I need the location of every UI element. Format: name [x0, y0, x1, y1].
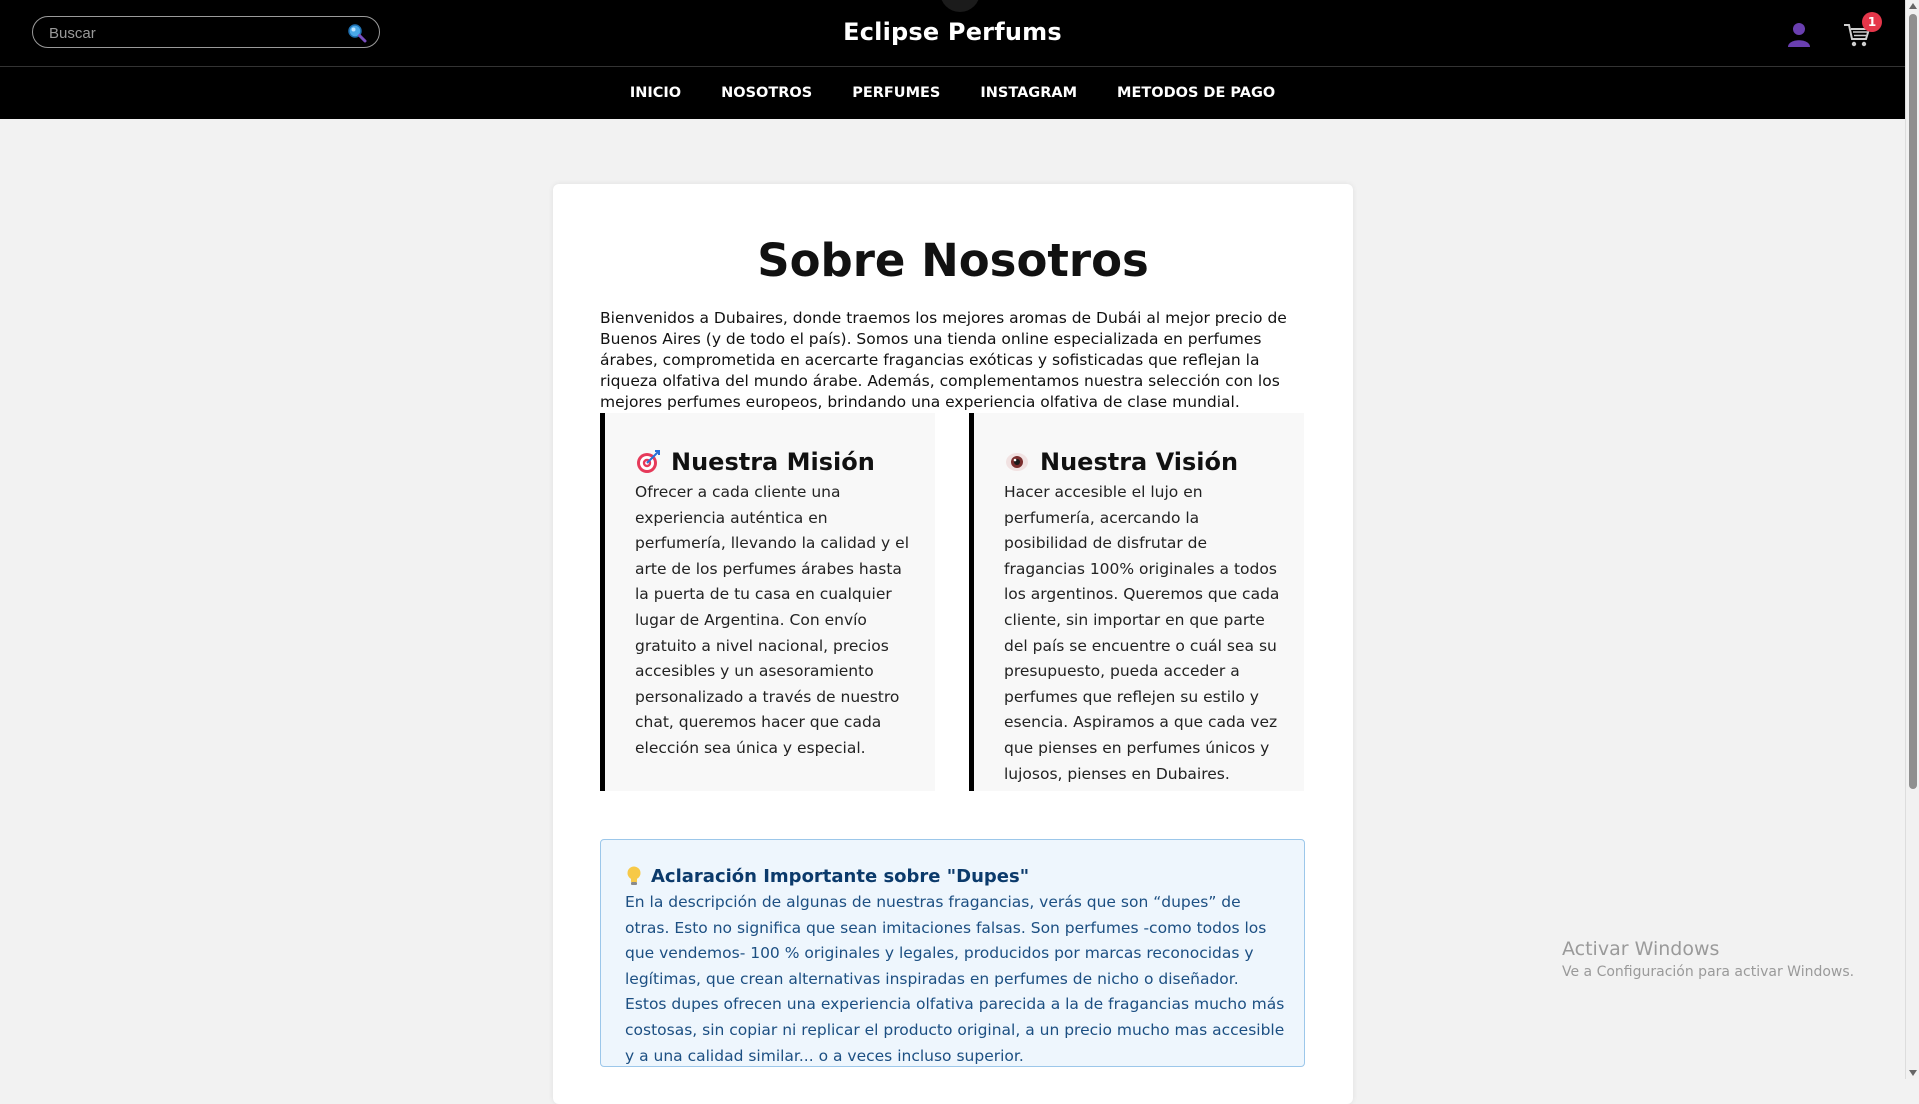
top-header	[0, 0, 1905, 67]
note-heading	[625, 865, 1029, 887]
page-scrollbar[interactable]	[1905, 0, 1919, 1079]
lightbulb-icon	[625, 865, 643, 887]
vision-text: Hacer accesible el lujo en perfumería, acercando la posibilidad de disfrutar de fragancias 100% originales a todos los argentinos. Queremos que cada cliente, sin importar en que parte del país se encuentre o cuál sea su presupuesto, pueda acceder a perfumes que reflejen su estilo y esencia. Aspiramos a que cada vez que pienses en perfumes únicos y lujosos, pienses en Dubaires.	[1004, 483, 1280, 783]
nav-item-metodos-de-pago[interactable]: METODOS DE PAGO	[1117, 85, 1276, 101]
about-card	[553, 184, 1353, 1104]
watermark-line-2: Ve a Configuración para activar Windows.	[1562, 964, 1855, 980]
close-tab[interactable]	[940, 0, 980, 12]
mision-text: Ofrecer a cada cliente una experiencia auténtica en perfumería, llevando la calidad y el arte de los perfumes árabes hasta la puerta de tu casa en cualquier lugar de Argentina. Con envío gratuito a nivel nacional, precios accesibles y un asesoramiento personalizado a través de nuestro chat, queremos hacer que cada elección sea única y especial.	[635, 483, 909, 757]
main-nav	[0, 67, 1905, 119]
target-icon	[635, 449, 661, 475]
note-title: Aclaración Importante sobre "Dupes"	[651, 865, 1030, 887]
dupes-note	[600, 839, 1305, 1067]
note-text: En la descripción de algunas de nuestras fragancias, verás que son “dupes” de otras. Esto no significa que sean imitaciones falsas. Son perfumes -como todos los que vendemos- 100 % originales y legales, producidos por marcas reconocidas y legítimas, que crean alternativas inspiradas en perfumes de nicho o diseñador. Estos dupes ofrecen una experiencia olfativa parecida a la de fragancias mucho más costosas, sin copiar ni replicar el producto original, a un precio mucho mas accesible y a una calidad similar... o a veces incluso superior.	[625, 893, 1285, 1065]
nav-item-perfumes[interactable]: PERFUMES	[852, 85, 941, 101]
page-title: Sobre Nosotros	[757, 234, 1149, 287]
scroll-down-arrow[interactable]	[1909, 1070, 1917, 1076]
intro-text: Bienvenidos a Dubaires, donde traemos los mejores aromas de Dubái al mejor precio de Buenos Aires (y de todo el país). Somos una tienda online especializada en perfumes árabes, comprometida en acercarte fragancias exóticas y sofisticadas que reflejan la riqueza olfativa del mundo árabe. Además, complementamos nuestra selección con los mejores perfumes europeos, brindando una experiencia olfativa de clase mundial.	[600, 309, 1287, 411]
mision-box	[600, 413, 935, 791]
nav-item-nosotros[interactable]: NOSOTROS	[721, 85, 813, 101]
vision-box	[969, 413, 1304, 791]
cart-count-badge: 1	[1862, 12, 1882, 32]
eye-icon	[1004, 449, 1030, 475]
mision-heading	[635, 448, 875, 476]
nav-item-instagram[interactable]: INSTAGRAM	[980, 85, 1078, 101]
scroll-up-arrow[interactable]	[1909, 3, 1917, 9]
windows-activation-watermark	[1562, 938, 1854, 980]
watermark-line-1: Activar Windows	[1562, 938, 1720, 960]
scroll-thumb[interactable]	[1909, 14, 1917, 789]
nav-item-inicio[interactable]: INICIO	[629, 85, 682, 101]
brand-title[interactable]: Eclipse Perfums	[843, 18, 1062, 46]
user-icon[interactable]	[1785, 20, 1813, 48]
vision-title: Nuestra Visión	[1040, 448, 1239, 476]
mision-title: Nuestra Misión	[671, 448, 875, 476]
vision-heading	[1004, 448, 1238, 476]
